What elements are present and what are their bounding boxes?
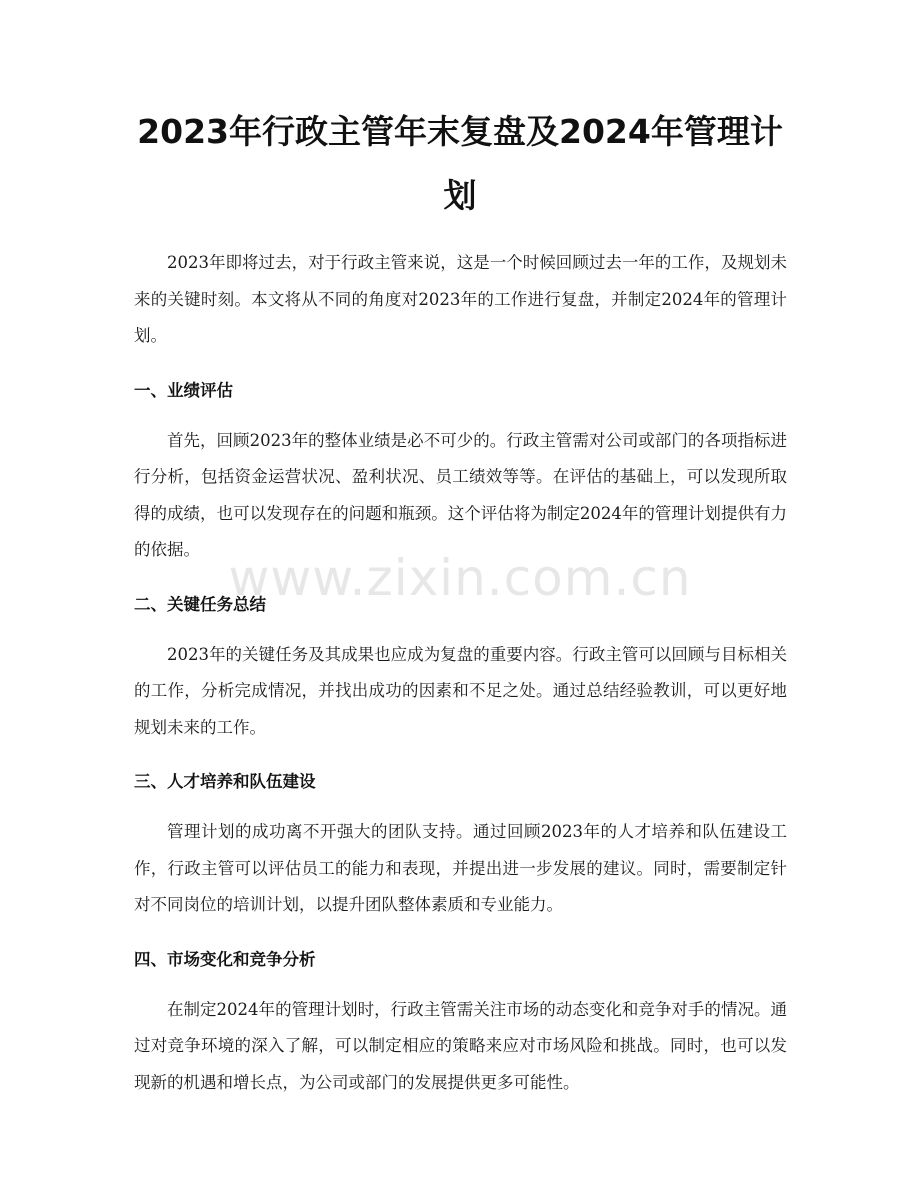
- document-title: 2023年行政主管年末复盘及2024年管理计划: [137, 112, 783, 215]
- section-heading-performance: 一、业绩评估: [134, 380, 233, 400]
- watermark-text: www.zixin.com.cn: [228, 549, 692, 607]
- section-heading-market: 四、市场变化和竞争分析: [134, 949, 316, 969]
- section-heading-key-tasks: 二、关键任务总结: [134, 594, 266, 614]
- section-body-key-tasks: 2023年的关键任务及其成果也应成为复盘的重要内容。行政主管可以回顾与目标相关的工作，分析完成情况，并找出成功的因素和不足之处。通过总结经验教训，可以更好地规划未来的工作。: [134, 644, 787, 737]
- section-body-market: 在制定2024年的管理计划时，行政主管需关注市场的动态变化和竞争对手的情况。通过对竞争环境的深入了解，可以制定相应的策略来应对市场风险和挑战。同时，也可以发现新的机遇和增长点，为公司或部门的发展提供更多可能性。: [134, 999, 787, 1092]
- intro-paragraph: 2023年即将过去，对于行政主管来说，这是一个时候回顾过去一年的工作，及规划未来的关键时刻。本文将从不同的角度对2023年的工作进行复盘，并制定2024年的管理计划。: [134, 253, 787, 345]
- section-heading-talent: 三、人才培养和队伍建设: [134, 772, 316, 791]
- document-body: [134, 245, 787, 1101]
- section-body-performance: 首先，回顾2023年的整体业绩是必不可少的。行政主管需对公司或部门的各项指标进行分析，包括资金运营状况、盈利状况、员工绩效等等。在评估的基础上，可以发现所取得的成绩，也可以发现存在的问题和瓶颈。这个评估将为制定2024年的管理计划提供有力的依据。: [134, 430, 787, 559]
- section-body-talent: 管理计划的成功离不开强大的团队支持。通过回顾2023年的人才培养和队伍建设工作，行政主管可以评估员工的能力和表现，并提出进一步发展的建议。同时，需要制定针对不同岗位的培训计划，以提升团队整体素质和专业能力。: [134, 822, 787, 914]
